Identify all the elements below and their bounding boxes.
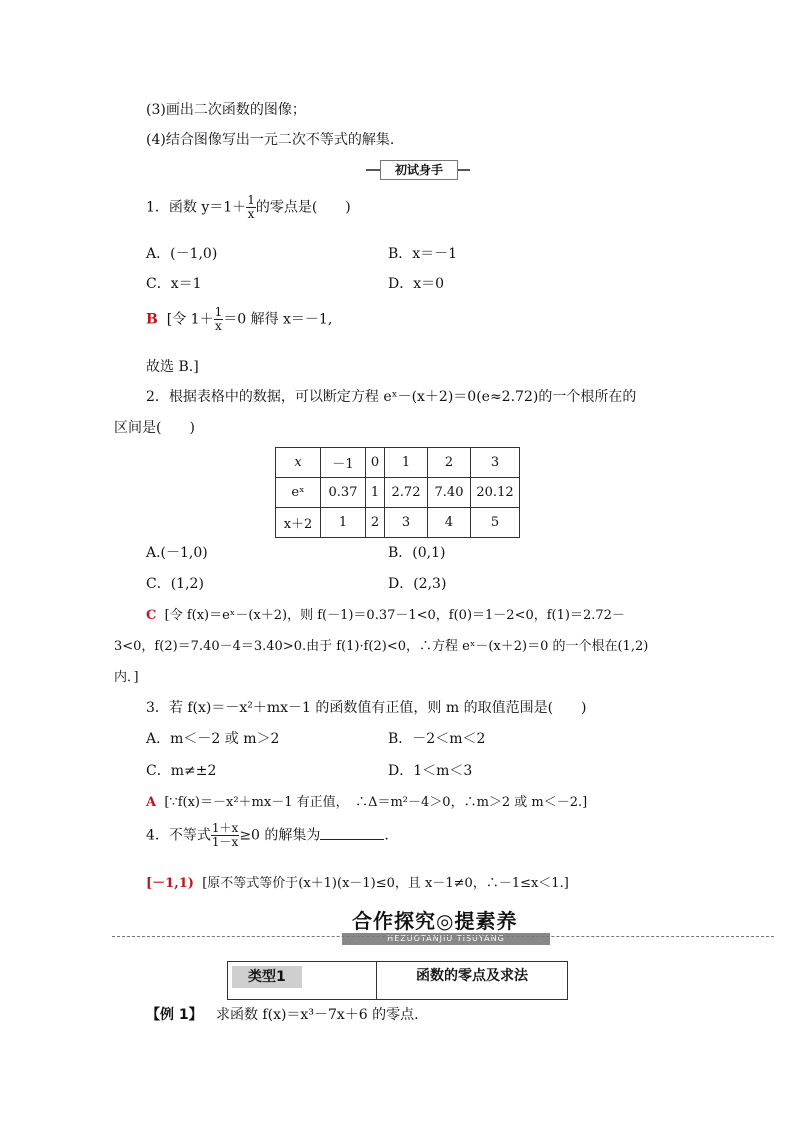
q3-solution	[146, 791, 587, 810]
table-cell: x	[276, 448, 321, 478]
q4-answer: [－1,1)	[146, 876, 194, 891]
q1-frac-num: 1	[247, 193, 255, 207]
step-3: (3)画出二次函数的图像；	[146, 102, 306, 118]
table-cell: 1	[366, 478, 385, 508]
type-tag: 类型1	[232, 966, 302, 988]
q1-frac-den: x	[247, 207, 255, 221]
q1-sol-den: x	[215, 319, 222, 333]
q3-answer: A	[146, 795, 157, 810]
table-row	[276, 508, 520, 538]
q1-solution-line2: 故选 B.]	[146, 359, 199, 375]
q3-stem: 3．若 f(x)＝－x²＋mx－1 的函数值有正值，则 m 的取值范围是( )	[146, 700, 587, 716]
section-subtitle: HEZUOTANJIU TISUYANG	[342, 933, 550, 945]
section-badge	[366, 160, 470, 180]
table-cell: 3	[385, 508, 428, 538]
section-header	[352, 905, 552, 943]
q4-answer-blank	[320, 827, 384, 840]
q1-answer: B	[146, 311, 158, 328]
q2-option-d: D．(2,3)	[388, 576, 447, 592]
q4-stem-end: .	[384, 827, 389, 844]
table-cell: eˣ	[276, 478, 321, 508]
q3-sol-text: [∵f(x)＝－x²＋mx－1 有正值， ∴Δ＝m²－4＞0，∴m＞2 或 m＜－2.]	[164, 795, 588, 810]
q1-fraction	[246, 194, 256, 221]
table-cell: 0	[366, 448, 385, 478]
table-cell: 5	[471, 508, 520, 538]
q1-solution	[146, 306, 332, 333]
table-cell: 0.37	[321, 478, 366, 508]
q1-option-d: D．x＝0	[388, 276, 445, 292]
q1-option-c: C．x＝1	[146, 276, 202, 292]
table-cell: 2	[428, 448, 471, 478]
q1-sol-post: ＝0 解得 x＝－1,	[223, 311, 333, 328]
q4-frac-num: 1＋x	[211, 821, 239, 835]
table-row	[276, 478, 520, 508]
q3-option-c: C．m≠±2	[146, 763, 217, 779]
q2-solution-line2: 3<0，f(2)＝7.40－4＝3.40>0.由于 f(1)·f(2)<0，∴方程 eˣ－(x＋2)＝0 的一个根在(1,2)	[114, 639, 649, 654]
table-row	[276, 448, 520, 478]
table-cell: 2.72	[385, 478, 428, 508]
table-cell: 3	[471, 448, 520, 478]
q2-stem-line1: 2．根据表格中的数据，可以断定方程 eˣ－(x＋2)＝0(e≈2.72)的一个根所在的	[146, 389, 637, 405]
badge-label: 初试身手	[380, 160, 458, 180]
q4-stem-pre: 4．不等式	[146, 827, 211, 844]
example-label: 【例 1】	[146, 1007, 203, 1023]
table-cell: x＋2	[276, 508, 321, 538]
q4-sol-text: [原不等式等价于(x＋1)(x－1)≤0，且 x－1≠0，∴－1≤x＜1.]	[202, 876, 569, 891]
q1-stem	[146, 194, 351, 221]
q2-answer: C	[146, 608, 157, 623]
q1-sol-pre: [令 1＋	[166, 311, 214, 328]
q2-stem-line2: 区间是( )	[114, 420, 195, 436]
type-box	[227, 961, 568, 1000]
dashed-divider	[112, 936, 774, 937]
q4-stem-post: ≥0 的解集为	[239, 827, 321, 844]
table-cell: 7.40	[428, 478, 471, 508]
table-cell: 1	[385, 448, 428, 478]
q2-option-a: A.(－1,0)	[146, 545, 208, 561]
q2-solution-line3: 内．]	[114, 670, 139, 685]
q2-solution-line1	[146, 604, 625, 623]
q3-option-a: A．m＜－2 或 m＞2	[146, 731, 280, 747]
type-box-left	[228, 962, 377, 999]
q1-sol-fraction	[214, 306, 224, 333]
step-4: (4)结合图像写出一元二次不等式的解集.	[146, 132, 395, 148]
example-1	[146, 1004, 419, 1024]
q2-option-b: B．(0,1)	[388, 545, 446, 561]
q2-sol-text: [令 f(x)＝eˣ－(x＋2)，则 f(－1)＝0.37－1<0，f(0)＝1－2<0，f(1)＝2.72－	[164, 608, 625, 623]
q3-option-d: D．1＜m＜3	[388, 763, 473, 779]
q4-stem	[146, 822, 389, 849]
q4-solution	[146, 872, 569, 891]
table-cell: 4	[428, 508, 471, 538]
q1-option-a: A．(－1,0)	[146, 246, 218, 262]
q2-option-c: C．(1,2)	[146, 576, 204, 592]
q4-frac-den: 1－x	[211, 835, 239, 849]
section-title: 合作探究◎提素养	[352, 909, 518, 933]
table-cell: －1	[321, 448, 366, 478]
value-table	[275, 447, 520, 538]
example-text: 求函数 f(x)＝x³－7x＋6 的零点.	[215, 1007, 419, 1023]
table-cell: 20.12	[471, 478, 520, 508]
q1-stem-post: 的零点是( )	[255, 199, 351, 216]
q3-option-b: B．－2＜m＜2	[388, 731, 486, 747]
q1-stem-pre: 1．函数 y＝1＋	[146, 199, 247, 216]
table-cell: 2	[366, 508, 385, 538]
q1-option-b: B．x＝－1	[388, 246, 458, 262]
q1-sol-num: 1	[214, 305, 223, 319]
table-cell: 1	[321, 508, 366, 538]
q4-fraction	[211, 822, 239, 849]
type-title: 函数的零点及求法	[416, 968, 528, 984]
